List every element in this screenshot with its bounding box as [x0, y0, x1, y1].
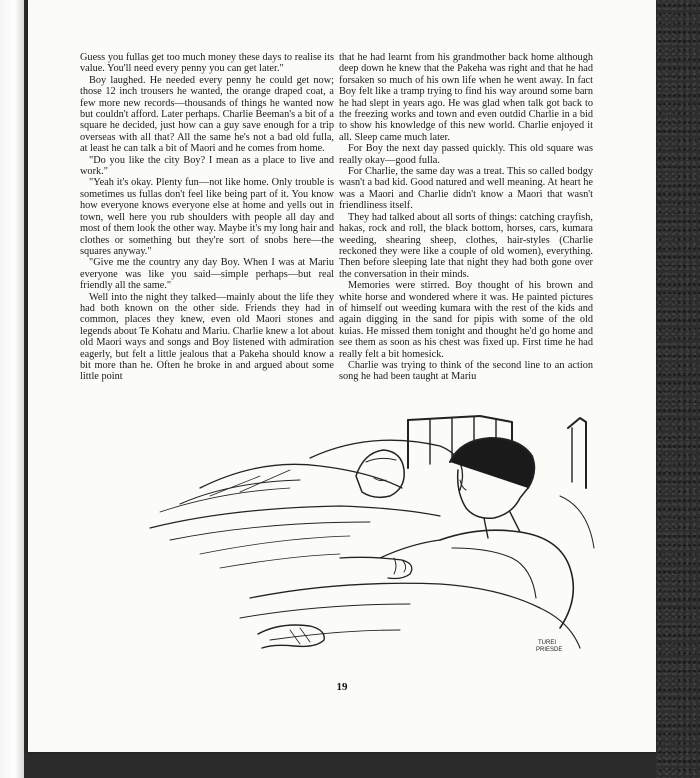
hospital-beds-illustration [140, 408, 600, 670]
text-column-right [339, 52, 593, 383]
paragraph: For Boy the next day passed quickly. This old square was really okay—good fulla. [339, 143, 593, 166]
book-page [28, 0, 656, 752]
adjacent-page-edge [0, 0, 24, 778]
paragraph: "Do you like the city Boy? I mean as a place to live and work." [80, 154, 334, 178]
paragraph: that he had learnt from his grandmother back home although deep down he knew that the Pakeha was right and that he had forsaken so much of his own life when he went away. In fact Boy felt like a tramp trying to find his way around some barn he had slept in years ago. He was glad when talk got back to the freezing works and town and even outdid Charlie in a bid to show his knowledge of this new world. Charlie enjoyed it all. Sleep came much later. [339, 52, 593, 143]
paragraph: Boy laughed. He needed every penny he could get now; those 12 inch trousers he wanted, the orange draped coat, a few more new records—thousands of things he wanted now but couldn't afford. Later perhaps. Charlie Beeman's a bit of a square he decided, just how can a guy save enough for a trip overseas with all that? All the same he's not a bad old fulla, at least he can talk a bit of Maori and he comes from home. [80, 74, 334, 155]
paragraph: "Yeah it's okay. Plenty fun—not like home. Only trouble is sometimes us fullas don't feel like being part of it. You know how everyone knows everyone else at home and yells out in town, well here you rub shoulders with people all day and most of them look the other way. Maybe it's my long hair and clothes or something but they're sort of snobs here—the squares anyway." [80, 177, 334, 257]
paragraph: For Charlie, the same day was a treat. This so called bodgy wasn't a bad kid. Good natured and well meaning. At heart he was a Maori and Charlie didn't know a Maori that wasn't friendliness itself. [339, 166, 593, 212]
scan-border [656, 0, 700, 778]
illustrator-signature: TUREI [538, 640, 556, 646]
text-column-left [80, 52, 334, 383]
paragraph: Memories were stirred. Boy thought of his brown and white horse and wondered where it was. He painted pictures of himself out weeding kumara with the rest of the kids and again digging in the sand for pipis with some of the old kuias. He missed them tonight and thought he'd go home and see them as soon as his chest was fixed up. First time he had really felt a bit homesick. [339, 280, 593, 360]
paragraph: Guess you fullas get too much money these days to realise its value. You'll need every penny you can get later." [80, 52, 334, 75]
illustrator-signature: PRIESDE [536, 647, 563, 653]
paragraph: They had talked about all sorts of things: catching crayfish, hakas, rock and roll, the black bottom, horses, cars, kumara weeding, shearing sheep, clothes, hair-styles (Charlie reckoned they were like a couple of old women), everything. Then before sleeping late that night they had both gone over the conversation in their minds. [339, 211, 593, 280]
page-number: 19 [336, 681, 348, 693]
paragraph: Well into the night they talked—mainly about the life they had both known on the other side. Friends they had in common, places they knew, even old Maori stones and legends about Te Kohatu and Mariu. Charlie knew a lot about old Maori ways and songs and Boy listened with admiration eagerly, but felt a little jealous that a Pakeha should know a bit more than he. Often he broke in and argued about some little point [80, 291, 334, 383]
paragraph: Charlie was trying to think of the second line to an action song he had been taught at Mariu [339, 359, 593, 383]
paragraph: "Give me the country any day Boy. When I was at Mariu everyone was like you said—simple perhaps—but real friendly all the same." [80, 257, 334, 292]
